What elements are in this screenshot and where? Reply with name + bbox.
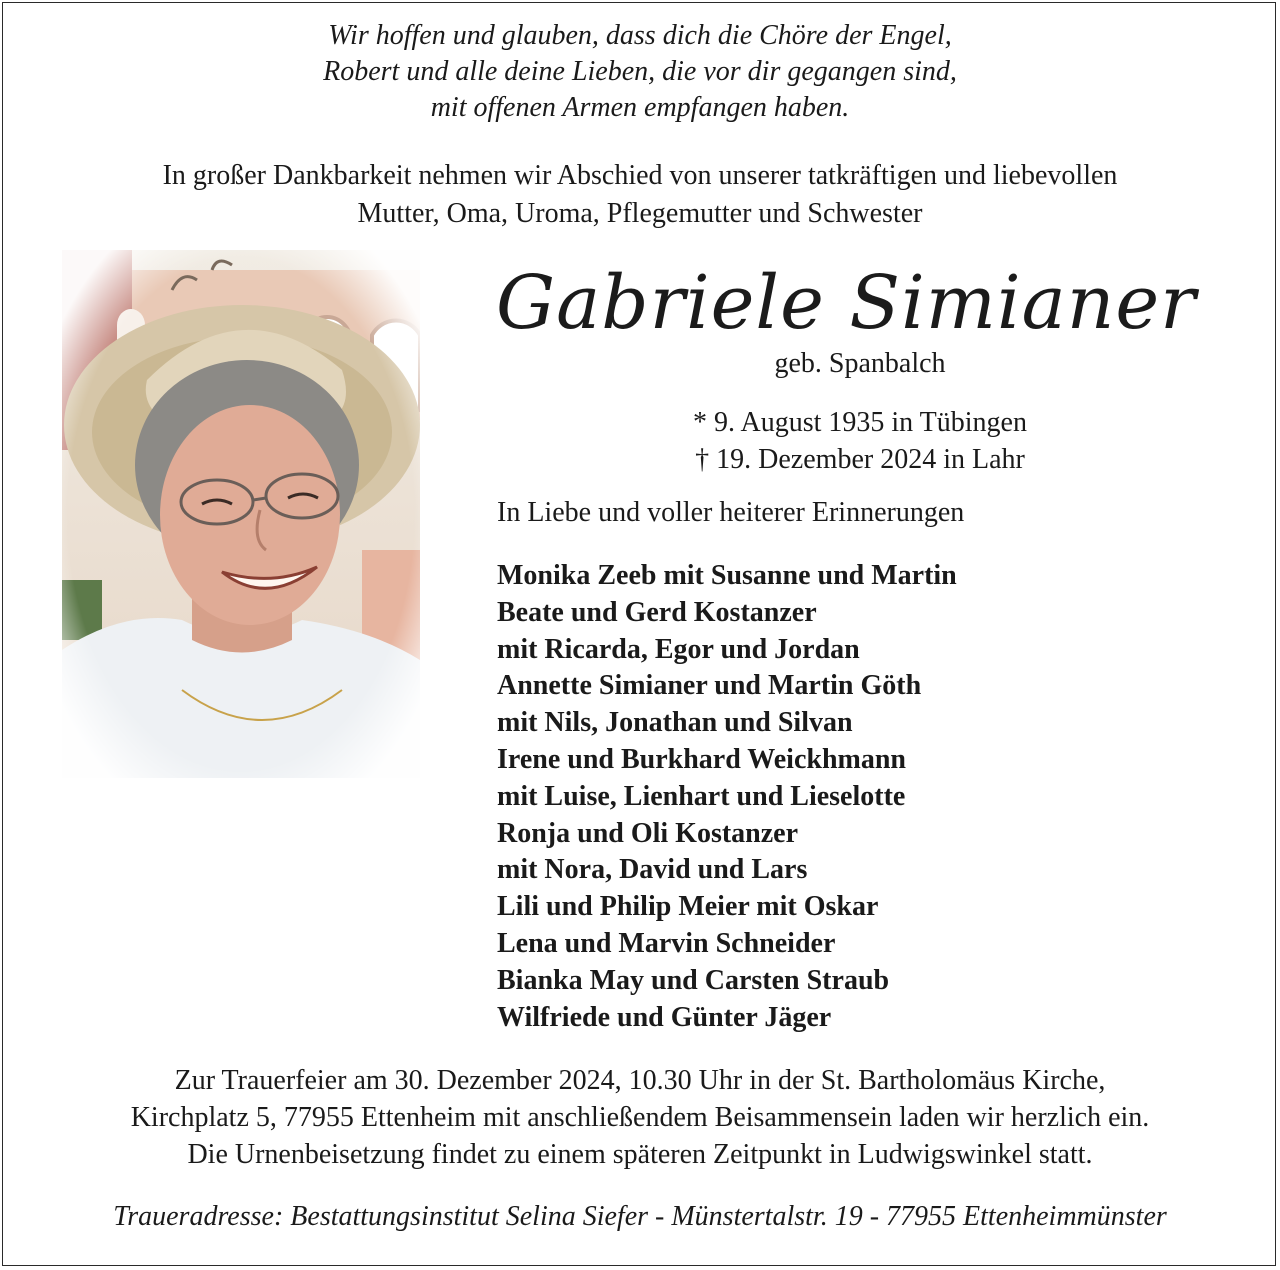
- poem-line: Robert und alle deine Lieben, die vor dir gegangen sind,: [323, 56, 957, 87]
- mourner-line: Beate und Gerd Kostanzer: [497, 596, 817, 628]
- deceased-name: Gabriele Simianer: [496, 260, 1197, 346]
- mourner-line: Monika Zeeb mit Susanne und Martin: [497, 560, 957, 591]
- service-details: [0, 1062, 1280, 1173]
- intro-text: [0, 157, 1280, 233]
- service-line: Die Urnenbeisetzung findet zu einem späteren Zeitpunkt in Ludwigswinkel statt.: [187, 1139, 1093, 1170]
- mourner-line: Lili und Philip Meier mit Oskar: [497, 891, 879, 923]
- mourner-line: Annette Simianer und Martin Göth: [497, 670, 922, 702]
- poem-line: Wir hoffen und glauben, dass dich die Chöre der Engel,: [328, 20, 952, 51]
- death-date: † 19. Dezember 2024 in Lahr: [695, 444, 1025, 475]
- portrait-photo: [62, 250, 420, 778]
- mourners-list: [497, 558, 957, 1036]
- life-dates: [620, 404, 1100, 478]
- mourner-line: mit Nora, David und Lars: [497, 854, 808, 886]
- poem-verse: [0, 18, 1280, 126]
- mourner-line: Ronja und Oli Kostanzer: [497, 817, 799, 849]
- mourners-intro: In Liebe und voller heiterer Erinnerungen: [497, 497, 965, 528]
- mourner-line: Wilfriede und Günter Jäger: [497, 1001, 832, 1033]
- birth-date: * 9. August 1935 in Tübingen: [693, 407, 1027, 438]
- mourner-line: Lena und Marvin Schneider: [497, 927, 836, 959]
- poem-line: mit offenen Armen empfangen haben.: [430, 92, 850, 123]
- service-line: Kirchplatz 5, 77955 Ettenheim mit anschließendem Beisammensein laden wir herzlich ein.: [130, 1102, 1150, 1133]
- mourner-line: mit Nils, Jonathan und Silvan: [497, 707, 853, 739]
- birth-name: geb. Spanbalch: [774, 348, 946, 379]
- mourner-line: mit Luise, Lienhart und Lieselotte: [497, 780, 906, 812]
- mourner-line: Bianka May und Carsten Straub: [497, 964, 890, 996]
- intro-line: In großer Dankbarkeit nehmen wir Abschied von unserer tatkräftigen und liebevollen: [162, 160, 1118, 191]
- funeral-address: Traueradresse: Bestattungsinstitut Selina Siefer - Münstertalstr. 19 - 77955 Ettenheimmünster: [113, 1201, 1167, 1232]
- service-line: Zur Trauerfeier am 30. Dezember 2024, 10.30 Uhr in der St. Bartholomäus Kirche,: [174, 1065, 1106, 1096]
- intro-line: Mutter, Oma, Uroma, Pflegemutter und Schwester: [357, 198, 923, 229]
- mourner-line: mit Ricarda, Egor und Jordan: [497, 633, 860, 665]
- mourner-line: Irene und Burkhard Weickhmann: [497, 743, 906, 775]
